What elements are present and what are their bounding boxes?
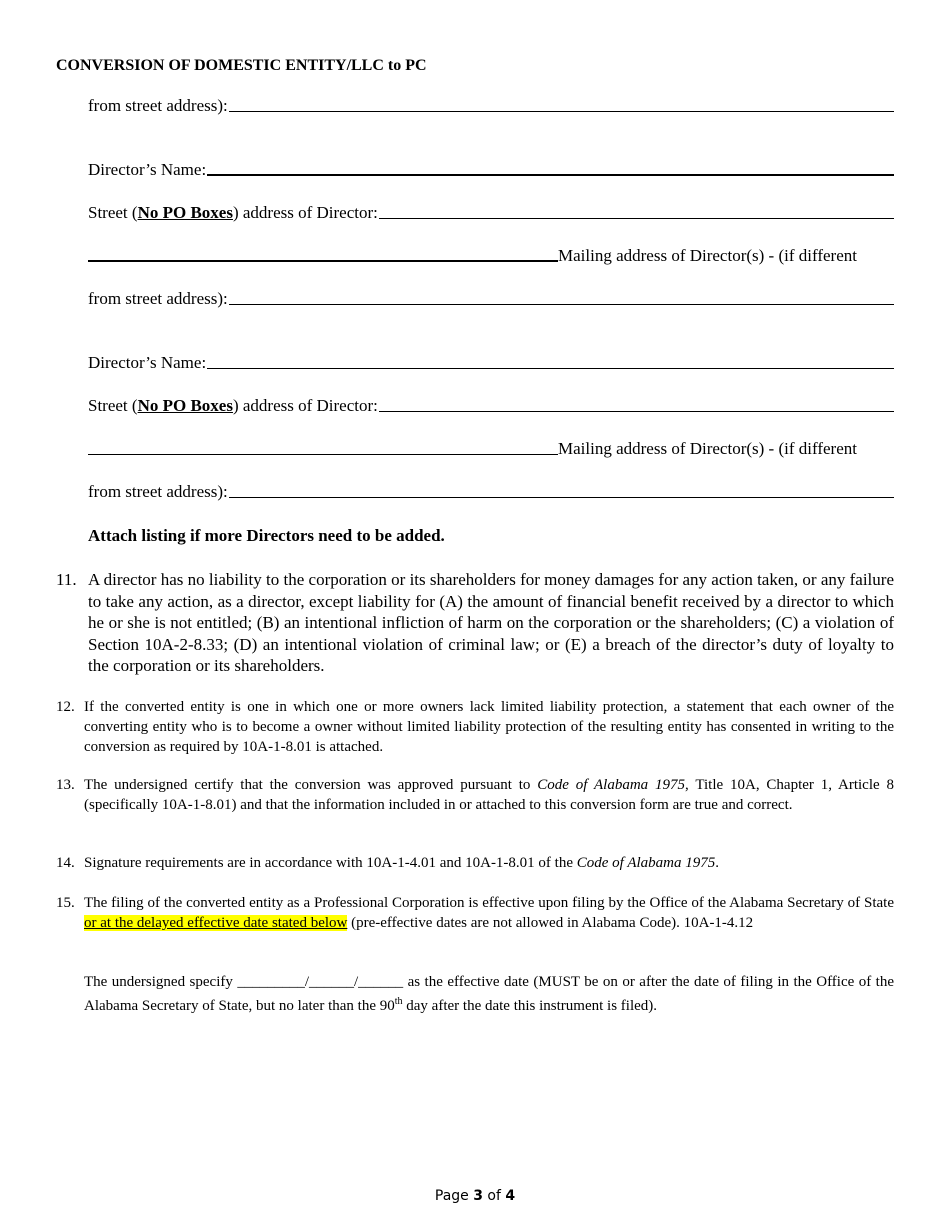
director-street-field-2 — [88, 396, 894, 416]
page-header-title: CONVERSION OF DOMESTIC ENTITY/LLC to PC — [56, 57, 427, 74]
director-name-field-1 — [88, 160, 894, 180]
mailing-label: Mailing address of Director(s) - (if different — [558, 246, 857, 265]
director-name-field-2 — [88, 353, 894, 373]
mailing-address-field-1-continued — [88, 96, 894, 116]
list-item-14 — [56, 853, 894, 873]
list-item-11 — [56, 569, 894, 677]
director-name-line-2[interactable] — [207, 368, 894, 369]
from-street-label: from street address): — [88, 96, 228, 115]
director-street-line-2b[interactable] — [88, 454, 558, 455]
from-street-field-3 — [88, 482, 894, 502]
director-street-field-1 — [88, 203, 894, 223]
list-item-13 — [56, 775, 894, 815]
director-mailing-field-2 — [88, 439, 894, 459]
effective-date-paragraph — [56, 972, 894, 1016]
effective-date-text[interactable]: The undersigned specify _________/______/______ as the effective date (MUST be on or after the date of filing in the Office of the Alabama Secretary of State, but no later than the 90th day after the date this instrument is filed). — [84, 974, 894, 1014]
no-po-boxes-label: No PO Boxes — [137, 396, 233, 415]
director-mailing-field-1 — [88, 246, 894, 266]
page-current: 3 — [473, 1188, 483, 1204]
item-number: 13. — [56, 777, 75, 793]
street-prefix: Street ( — [88, 396, 138, 415]
from-street-line-3[interactable] — [229, 497, 894, 498]
street-prefix: Street ( — [88, 203, 138, 222]
director-street-line-1[interactable] — [379, 218, 894, 219]
director-name-label: Director’s Name: — [88, 160, 207, 179]
code-reference: Code of Alabama 1975 — [537, 777, 686, 793]
item-number: 14. — [56, 855, 75, 871]
item-number: 12. — [56, 699, 75, 715]
director-name-label: Director’s Name: — [88, 353, 207, 372]
from-street-label: from street address): — [88, 289, 228, 308]
director-street-line-2[interactable] — [379, 411, 894, 412]
item-text: Signature requirements are in accordance with 10A-1-4.01 and 10A-1-8.01 of the Code of Alabama 1975. — [84, 855, 719, 871]
item-number: 11. — [56, 570, 77, 589]
item-text: The undersigned certify that the conversion was approved pursuant to Code of Alabama 1975, Title 10A, Chapter 1, Article 8 (specifically 10A-1-8.01) and that the information included in or attached to this conversion form are true and correct. — [84, 777, 894, 813]
no-po-boxes-label: No PO Boxes — [137, 203, 233, 222]
from-street-label: from street address): — [88, 482, 228, 501]
page-footer: Page 3 of 4 — [434, 1188, 516, 1204]
from-street-field-2 — [88, 289, 894, 309]
item-number: 15. — [56, 895, 75, 911]
from-street-line-2[interactable] — [229, 304, 894, 305]
from-street-line-1[interactable] — [229, 111, 894, 112]
list-item-15 — [56, 893, 894, 933]
item-text: If the converted entity is one in which one or more owners lack limited liability protection, a statement that each owner of the converting entity who is to become a owner without limited liability protection of the resulting entity has consented in writing to the conversion as required by 10A-1-8.01 is attached. — [84, 699, 894, 755]
page-total: 4 — [505, 1188, 516, 1204]
code-reference: Code of Alabama 1975 — [576, 855, 716, 871]
highlighted-text: or at the delayed effective date stated below — [84, 915, 348, 931]
director-street-line-1b[interactable] — [88, 260, 558, 262]
item-text: A director has no liability to the corporation or its shareholders for money damages for any action taken, or any failure to take any action, as a director, except liability for (A) the amount of financial benefit received by a director to which he or she is not entitled; (B) an intentional infliction of harm on the corporation or the shareholders; (C) a violation of Section 10A-2-8.33; (D) an intentional violation of criminal law; or (E) a breach of the director’s duty of loyalty to the corporation or its shareholders. — [88, 570, 894, 675]
director-name-line-1[interactable] — [207, 174, 894, 176]
street-suffix: ) address of Director: — [232, 396, 378, 415]
street-suffix: ) address of Director: — [232, 203, 378, 222]
list-item-12 — [56, 697, 894, 757]
attach-listing-note: Attach listing if more Directors need to be added. — [88, 526, 445, 545]
mailing-label: Mailing address of Director(s) - (if different — [558, 439, 857, 458]
item-text: The filing of the converted entity as a Professional Corporation is effective upon filing by the Office of the Alabama Secretary of State or at the delayed effective date stated below (pre-effective dates are not allowed in Alabama Code). 10A-1-4.12 — [84, 895, 894, 931]
